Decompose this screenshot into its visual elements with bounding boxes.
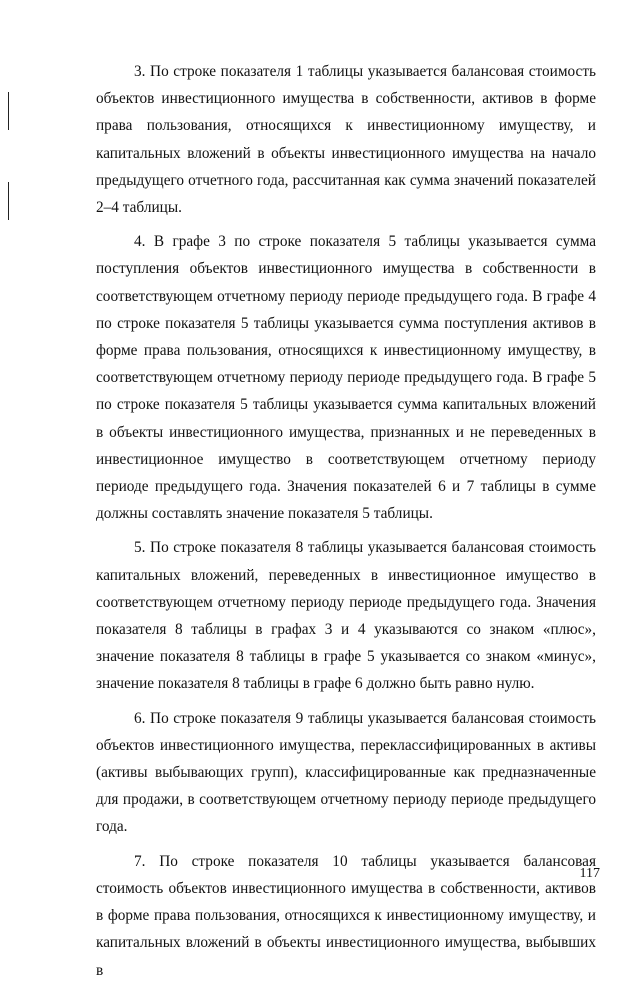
paragraph-4: 4. В графе 3 по строке показателя 5 таблицы указывается сумма поступления объектов инвестиционного имущества в собственности в соответствующем отчетному периоду периоде предыдущего года. В графе 4 по строке показателя 5 таблицы указывается сумма поступления активов в форме права пользования, относящихся к инвестиционному имуществу, в соответствующем отчетному периоду периоде предыдущего года. В графе 5 по строке показателя 5 таблицы указывается сумма капитальных вложений в объекты инвестиционного имущества, признанных и не переведенных в инвестиционное имущество в соответствующем отчетному периоду периоде предыдущего года. Значения показателей 6 и 7 таблицы в сумме должны составлять значение показателя 5 таблицы. bbox=[96, 233, 596, 523]
paragraph-6: 6. По строке показателя 9 таблицы указывается балансовая стоимость объектов инвестиционного имущества, переклассифицированных в активы (активы выбывающих групп), классифицированные как предназначенные для продажи, в соответствующем отчетному периоду периоде предыдущего года. bbox=[96, 709, 596, 836]
paragraph-3: 3. По строке показателя 1 таблицы указывается балансовая стоимость объектов инвестиционного имущества в собственности, активов в форме права пользования, относящихся к инвестиционному имуществу, и капитальных вложений в объекты инвестиционного имущества на начало предыдущего отчетного года, рассчитанная как сумма значений показателей 2–4 таблицы. bbox=[96, 63, 596, 217]
margin-change-bar bbox=[8, 182, 9, 220]
paragraph-5: 5. По строке показателя 8 таблицы указывается балансовая стоимость капитальных вложений, переведенных в инвестиционное имущество в соответствующем отчетному периоду периоде предыдущего года. Значения показателя 8 таблицы в графах 3 и 4 указываются со знаком «плюс», значение показателя 8 таблицы в графе 5 указывается со знаком «минус», значение показателя 8 таблицы в графе 6 должно быть равно нулю. bbox=[96, 539, 596, 693]
page-number: 117 bbox=[579, 866, 600, 881]
paragraph-7: 7. По строке показателя 10 таблицы указывается балансовая стоимость объектов инвестиционного имущества в собственности, активов в форме права пользования, относящихся к инвестиционному имуществу, и капитальных вложений в объекты инвестиционного имущества, выбывших в bbox=[96, 852, 596, 979]
body-text bbox=[96, 58, 596, 984]
margin-change-bar bbox=[8, 92, 9, 130]
